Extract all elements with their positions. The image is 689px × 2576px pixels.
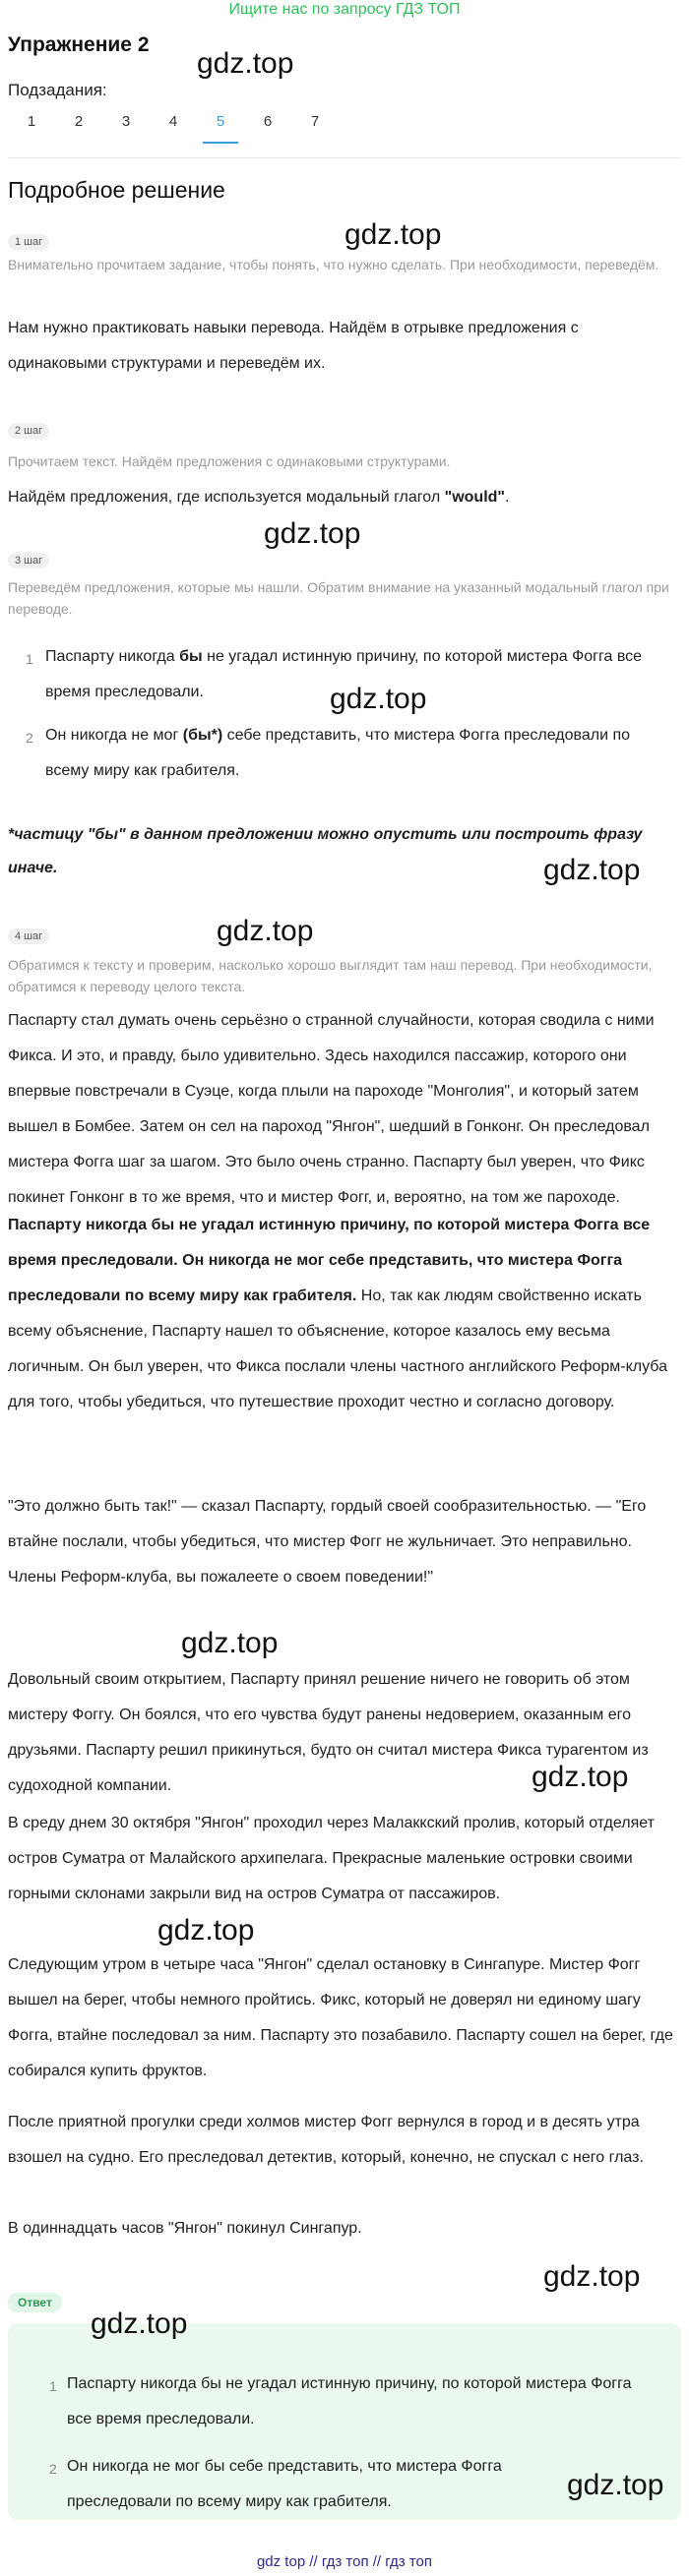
- step-badge: 2 шаг: [8, 423, 49, 439]
- list-number: 2: [26, 730, 33, 746]
- tab-2[interactable]: 2: [74, 113, 84, 130]
- subtask-tabs: [8, 110, 681, 146]
- answer-badge: Ответ: [8, 2293, 62, 2312]
- step-text: Найдём предложения, где используется модальный глагол "would".: [8, 489, 510, 506]
- page-title: Упражнение 2: [8, 33, 150, 56]
- paragraph: В среду днем 30 октября "Янгон" проходил через Малаккский пролив, который отделяет остров Суматра от Малайского архипелага. Прекрасные маленькие островки своими горными склонами закрыли вид на остров Суматра от пассажиров.: [8, 1815, 655, 1902]
- footer-links[interactable]: gdz top // гдз топ // гдз топ: [256, 2553, 433, 2570]
- list-number: 2: [49, 2461, 57, 2477]
- list-number: 1: [26, 651, 33, 667]
- watermark: gdz.top: [567, 2469, 664, 2501]
- watermark: gdz.top: [217, 915, 314, 947]
- paragraph: После приятной прогулки среди холмов мистер Фогг вернулся в город и в десять утра взошел на судно. Его преследовал детектив, который, конечно, не спускал с него глаз.: [8, 2114, 644, 2166]
- tab-5[interactable]: 5: [197, 110, 244, 146]
- watermark: gdz.top: [543, 2260, 641, 2293]
- watermark: gdz.top: [344, 218, 442, 251]
- tab-4[interactable]: 4: [168, 113, 178, 130]
- paragraph: "Это должно быть так!" — сказал Паспарту, гордый своей сообразительностью. — "Его втайне послали, чтобы убедиться, что мистер Фогг не жульничает. Это неправильно. Члены Реформ-клуба, вы пожалеете о своем поведении!": [8, 1498, 647, 1586]
- watermark: gdz.top: [181, 1627, 279, 1659]
- list-item: Паспарту никогда бы не угадал истинную причину, по которой мистера Фогга все время преследовали.: [45, 648, 643, 700]
- paragraph: Паспарту стал думать очень серьёзно о странной случайности, которая сводила с ними Фикса. И это, и правду, было удивительно. Здесь находился пассажир, которого они впервые повстречали в Суэце, когда плыли на пароходе "Монголия", и который затем вышел в Бомбее. Затем он сел на пароход "Янгон", шедший в Гонконг. Он преследовал мистера Фогга шаг за шагом. Это было очень странно. Паспарту был уверен, что Фикс покинет Гонконг в то же время, что и мистер Фогг, и, вероятно, на том же пароходе.: [8, 1012, 655, 1206]
- list-item: Он никогда не мог (бы*) себе представить, что мистера Фогга преследовали по всему миру как грабителя.: [45, 727, 631, 779]
- tab-3[interactable]: 3: [121, 113, 131, 130]
- step-hint: Прочитаем текст. Найдём предложения с одинаковыми структурами.: [8, 453, 451, 469]
- top-banner[interactable]: Ищите нас по запросу ГДЗ ТОП: [228, 1, 461, 18]
- step-text: Нам нужно практиковать навыки перевода. Найдём в отрывке предложения с одинаковыми структурами и переведём их.: [8, 320, 579, 372]
- watermark: gdz.top: [157, 1914, 255, 1947]
- watermark: gdz.top: [91, 2307, 188, 2340]
- answer-item: Паспарту никогда бы не угадал истинную причину, по которой мистера Фогга все время преследовали.: [67, 2375, 632, 2427]
- subtasks-label: Подзадания:: [8, 81, 107, 99]
- step-badge: 4 шаг: [8, 929, 49, 944]
- step-badge: 1 шаг: [8, 234, 49, 250]
- watermark: gdz.top: [264, 517, 361, 550]
- watermark: gdz.top: [543, 854, 641, 886]
- paragraph: Паспарту никогда бы не угадал истинную причину, по которой мистера Фогга все время преследовали. Он никогда не мог себе представить, что мистера Фогга преследовали по всему миру как грабителя. Но, так как людям свойственно искать всему объяснение, Паспарту нашел то объяснение, которое казалось ему весьма логичным. Он был уверен, что Фикса послали члены частного английского Реформ-клуба для того, чтобы убедиться, что путешествие проходит честно и согласно договору.: [8, 1217, 667, 1410]
- paragraph: Довольный своим открытием, Паспарту принял решение ничего не говорить об этом мистеру Фоггу. Он боялся, что его чувства будут ранены недоверием, оказанным его друзьями. Паспарту решил прикинуться, будто он считал мистера Фикса турагентом из судоходной компании.: [8, 1671, 649, 1794]
- solution-title: Подробное решение: [8, 177, 225, 203]
- tab-6[interactable]: 6: [263, 113, 273, 130]
- watermark: gdz.top: [197, 47, 294, 80]
- step-hint: Переведём предложения, которые мы нашли. Обратим внимание на указанный модальный глагол при переводе.: [8, 579, 669, 617]
- tab-1[interactable]: 1: [27, 113, 36, 130]
- step-badge: 3 шаг: [8, 553, 49, 569]
- list-number: 1: [49, 2378, 57, 2394]
- paragraph: В одиннадцать часов "Янгон" покинул Сингапур.: [8, 2220, 362, 2237]
- tab-7[interactable]: 7: [310, 113, 320, 130]
- note: *частицу "бы" в данном предложении можно опустить или построить фразу иначе.: [8, 826, 643, 876]
- step-hint: Обратимся к тексту и проверим, насколько хорошо выглядит там наш перевод. При необходимости, обратимся к переводу целого текста.: [8, 957, 653, 994]
- divider: [8, 157, 681, 158]
- step-hint: Внимательно прочитаем задание, чтобы понять, что нужно сделать. При необходимости, переведём.: [8, 257, 659, 272]
- answer-item: Он никогда не мог бы себе представить, что мистера Фогга преследовали по всему миру как грабителя.: [67, 2458, 502, 2510]
- paragraph: Следующим утром в четыре часа "Янгон" сделал остановку в Сингапуре. Мистер Фогг вышел на берег, чтобы немного пройтись. Фикс, который не доверял ни единому шагу Фогга, втайне последовал за ним. Паспарту это позабавило. Паспарту сошел на берег, где собирался купить фруктов.: [8, 1956, 673, 2079]
- watermark: gdz.top: [330, 683, 427, 715]
- watermark: gdz.top: [532, 1761, 629, 1793]
